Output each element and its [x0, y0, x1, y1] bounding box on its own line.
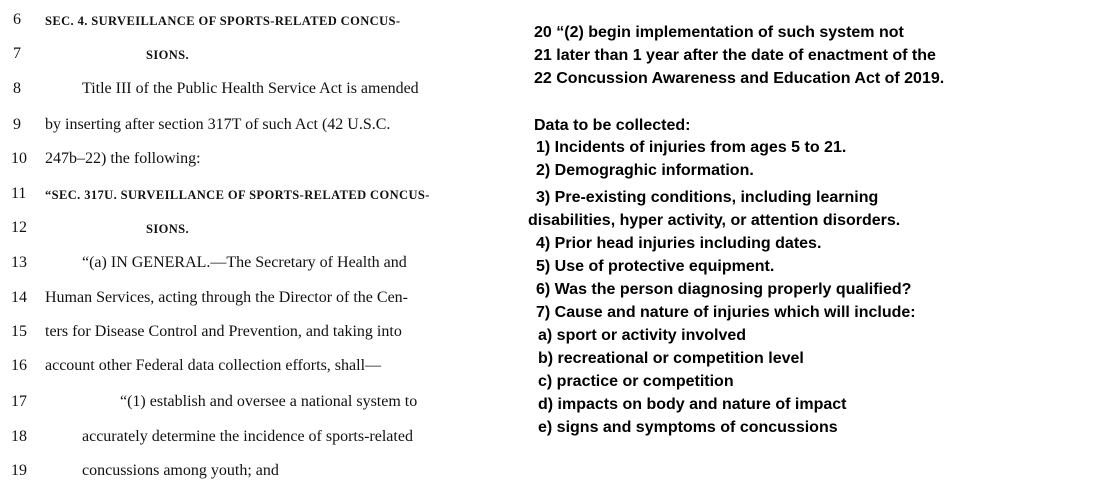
line-number: 14 — [11, 289, 27, 306]
line-number: 18 — [11, 428, 27, 445]
list-item: 6) Was the person diagnosing properly qualified? — [536, 281, 912, 298]
sub-list-item: e) signs and symptoms of concussions — [538, 419, 838, 436]
bill-line: by inserting after section 317T of such Act (42 U.S.C. — [45, 116, 391, 133]
bill-line: 247b–22) the following: — [45, 150, 201, 167]
list-item: 4) Prior head injuries including dates. — [536, 235, 822, 252]
bill-line: account other Federal data collection efforts, shall— — [45, 357, 382, 374]
list-item: 5) Use of protective equipment. — [536, 258, 775, 275]
sub-list-item: d) impacts on body and nature of impact — [538, 396, 847, 413]
line-number: 15 — [11, 323, 27, 340]
continuation-line: 22 Concussion Awareness and Education Act of 2019. — [534, 70, 945, 87]
bill-line: “(1) establish and oversee a national system to — [120, 393, 418, 410]
section-heading: SEC. 4. SURVEILLANCE OF SPORTS-RELATED CONCUS- — [45, 14, 401, 28]
sub-list-item: c) practice or competition — [538, 373, 734, 390]
line-number: 9 — [13, 116, 21, 133]
line-number: 11 — [11, 185, 27, 202]
list-item: 1) Incidents of injuries from ages 5 to 21. — [536, 139, 847, 156]
line-number: 8 — [13, 80, 21, 97]
section-heading-cont: SIONS. — [146, 48, 190, 62]
sub-list-item: a) sport or activity involved — [538, 327, 747, 344]
list-item: 2) Demograghic information. — [536, 162, 754, 179]
line-number: 6 — [13, 11, 21, 28]
section-heading: “SEC. 317U. SURVEILLANCE OF SPORTS-RELATED CONCUS- — [45, 188, 430, 202]
bill-text-panel — [0, 0, 510, 498]
line-number: 7 — [13, 45, 21, 62]
continuation-line: 21 later than 1 year after the date of enactment of the — [534, 47, 936, 64]
bill-line: ters for Disease Control and Prevention, and taking into — [45, 323, 402, 340]
bill-line: Human Services, acting through the Director of the Cen- — [45, 289, 408, 306]
notes-panel — [528, 0, 1116, 498]
bill-line: Title III of the Public Health Service Act is amended — [82, 80, 419, 97]
line-number: 10 — [11, 150, 27, 167]
line-number: 17 — [11, 393, 27, 410]
line-number: 16 — [11, 357, 27, 374]
bill-line: concussions among youth; and — [82, 462, 279, 479]
continuation-line: 20 “(2) begin implementation of such system not — [534, 24, 904, 41]
section-heading-cont: SIONS. — [146, 222, 190, 236]
sub-list-item: b) recreational or competition level — [538, 350, 804, 367]
line-number: 13 — [11, 254, 27, 271]
line-number: 19 — [11, 462, 27, 479]
bill-line: accurately determine the incidence of sports-related — [82, 428, 413, 445]
list-item: 3) Pre-existing conditions, including learning — [536, 189, 879, 206]
notes-heading: Data to be collected: — [534, 117, 691, 134]
line-number: 12 — [11, 219, 27, 236]
bill-line: “(a) IN GENERAL.—The Secretary of Health and — [82, 254, 407, 271]
list-item: disabilities, hyper activity, or attention disorders. — [528, 212, 901, 229]
list-item: 7) Cause and nature of injuries which will include: — [536, 304, 916, 321]
